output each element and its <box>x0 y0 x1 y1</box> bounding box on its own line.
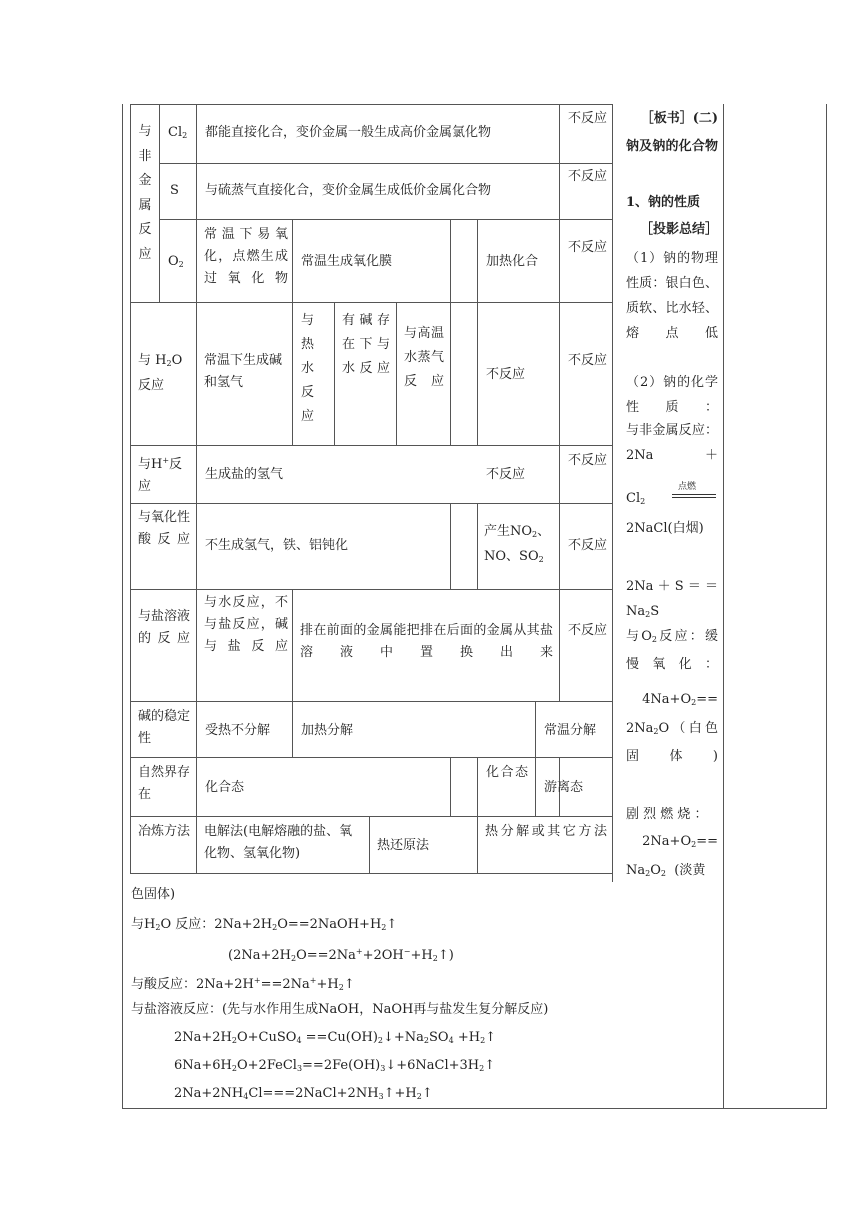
base-col1: 受热不分解 <box>205 723 271 738</box>
o2-label: $O_2$ <box>168 254 184 269</box>
salt-col2: 排在前面的金属能把排在后面的金属从其盐溶液中置换出来 <box>300 623 553 660</box>
note-chemical: （2）钠的化学性质： <box>626 375 718 415</box>
salt-col1: 与水反应，不与盐反应，碱与盐反应 <box>204 595 288 654</box>
cl2-desc: 都能直接化合，变价金属一般生成高价金属氯化物 <box>205 125 492 140</box>
o2-result: 不反应 <box>568 240 608 255</box>
note-o2: 与$O_2$反应：缓慢 氧 化 ： <box>626 629 718 672</box>
acid-label: 与H+反应 <box>138 456 183 494</box>
note-title: ［板书］(二) <box>640 111 718 126</box>
nature-col1: 化合态 <box>205 780 245 795</box>
nh4cl-reaction: $2Na+2NH_4Cl===2NaCl+2NH_3↑+H_2↑$ <box>174 1086 433 1101</box>
reaction-arrow-line <box>672 494 716 495</box>
note-burn: 剧 烈 燃 烧 ： <box>626 807 708 822</box>
s-result: 不反应 <box>568 169 608 184</box>
note-na2o2: $Na_2O_2$ (淡黄 <box>626 863 706 878</box>
water-label: 与 $H_2O$反应 <box>138 353 183 393</box>
smelt-label: 冶炼方法 <box>138 824 191 839</box>
note-o2-eq: $4Na+O_2==$ <box>642 692 718 707</box>
smelt-col2: 热还原法 <box>377 838 430 853</box>
nature-col6: 化合态 <box>486 765 528 780</box>
nature-result: 游离态 <box>544 780 584 795</box>
acid-col1: 生成盐的氢气 <box>205 467 284 482</box>
o2-col4: 加热化合 <box>486 254 539 269</box>
oxacid-col1: 不生成氢气，铁、铝钝化 <box>205 538 349 553</box>
cl2-result: 不反应 <box>568 111 608 126</box>
o2-col2: 常温生成氧化膜 <box>301 254 393 269</box>
s-desc: 与硫蒸气直接化合，变价金属生成低价金属化合物 <box>205 183 492 198</box>
water-reaction: 与$H_2O$ 反应：$2Na+2H_2O==2NaOH+H_2↑$ <box>131 917 398 932</box>
note-cl2: $Cl_2$ <box>626 491 646 506</box>
oxacid-label: 与氧化性酸反应 <box>138 510 191 547</box>
note-heading: 钠及钠的化合物 <box>626 139 718 154</box>
smelt-col6: 热分解或其它方法 <box>485 824 607 839</box>
base-result: 常温分解 <box>544 723 597 738</box>
smelt-col1: 电解法(电解熔融的盐、氧化物、氢氧化物) <box>204 824 353 861</box>
acid-col6: 不反应 <box>486 467 526 482</box>
oxacid-result: 不反应 <box>568 538 608 553</box>
o2-col1: 常温下易氧化，点燃生成过氧化物 <box>204 227 288 286</box>
water-col4: 与高温水蒸气反应 <box>404 326 444 389</box>
base-col2: 加热分解 <box>301 723 354 738</box>
base-label: 碱的稳定性 <box>138 709 191 746</box>
note-na2s-eq: 2Na＋S＝＝ <box>626 579 718 594</box>
note-physical: （1）钠的物理性质：银白色、质软、比水轻、熔点低 <box>626 251 718 341</box>
water-col3: 有碱存在下与水反应 <box>342 313 390 376</box>
water-result: 不反应 <box>568 353 608 368</box>
s-label: S <box>170 183 179 198</box>
note-nonmetal: 与非金属反应：2Na ＋ <box>626 423 718 463</box>
note-na2o: $2Na_2O$（白色固体) <box>626 721 718 764</box>
ignite-label: 点燃 <box>678 482 697 492</box>
water-col6: 不反应 <box>486 367 526 382</box>
water-col2: 与热水反应 <box>301 313 315 424</box>
cuso4-reaction: $2Na+2H_2O+CuSO_4$ $==Cu(OH)_2↓+Na_2SO_4$ $+H_2↑$ <box>174 1030 497 1045</box>
oxacid-col6: 产生$NO_2$、NO、$SO_2$ <box>484 524 551 564</box>
note-section: 1、钠的性质 <box>626 195 701 210</box>
salt-label: 与盐溶液的反应 <box>138 609 191 646</box>
note-nacl: 2NaCl(白烟) <box>626 521 704 536</box>
bottom-line-1: 色固体) <box>131 887 176 902</box>
salt-reaction: 与盐溶液反应：(先与水作用生成NaOH，NaOH再与盐发生复分解反应) <box>131 1002 549 1017</box>
cl2-label: $Cl_2$ <box>168 125 188 140</box>
acid-reaction: 与酸反应：$2Na+2H^+==2Na^++H_2↑$ <box>131 976 355 992</box>
nonmetal-group-label: 与非金属反应 <box>138 124 152 262</box>
salt-result: 不反应 <box>568 623 608 638</box>
fecl3-reaction: $6Na+6H_2O+2FeCl_3==2Fe(OH)_3↓+6NaCl+3H_2↑$ <box>174 1058 496 1073</box>
water-ionic: $(2Na+2H_2O==2Na^++2OH^-+H_2↑)$ <box>228 947 454 963</box>
acid-result: 不反应 <box>568 453 608 468</box>
note-burn-eq: $2Na+O_2==$ <box>642 834 718 849</box>
note-na2s: $Na_2S$ <box>626 604 660 619</box>
nature-label: 自然界存在 <box>138 765 191 802</box>
reaction-arrow-line <box>672 497 716 498</box>
water-col1: 常温下生成碱和氢气 <box>204 353 283 390</box>
note-summary: ［投影总结］ <box>639 222 718 237</box>
